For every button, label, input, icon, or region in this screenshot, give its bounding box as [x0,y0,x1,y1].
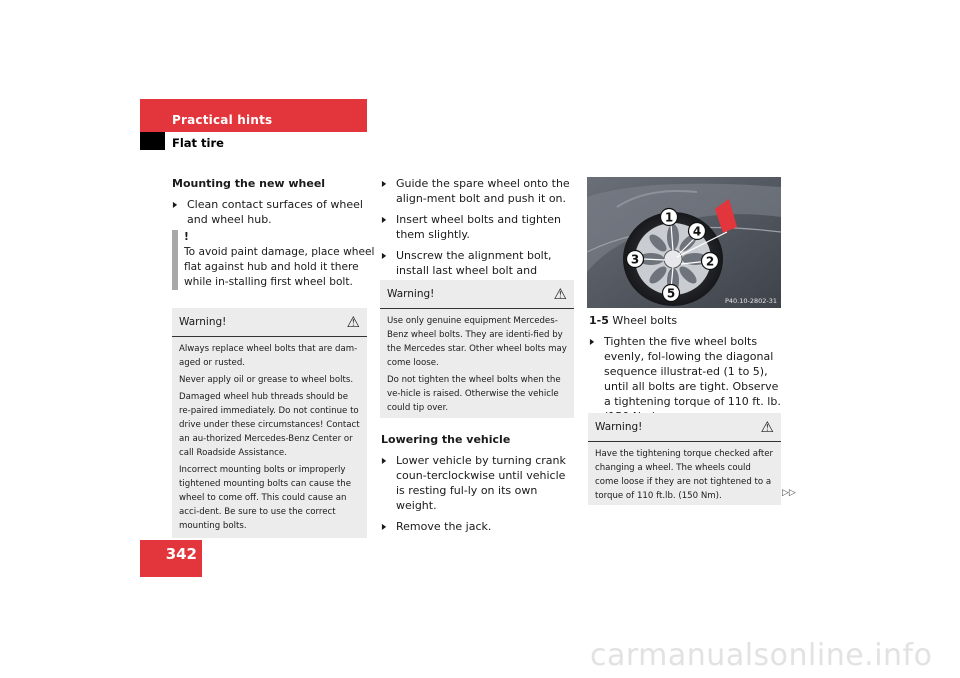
warning-box-3 [588,413,781,505]
image-code: P40.10-2802-31 [724,297,777,305]
svg-text:4: 4 [692,224,702,239]
bolt-label-2 [702,253,719,270]
warning-paragraph: Have the tightening torque checked after changing a wheel. The wheels could come loose if they are not tightened to a torque of 110 ft.lb. (150 Nm). [595,449,774,501]
svg-text:2: 2 [705,254,715,269]
list-item: ▶ Insert wheel bolts and tighten them slightly. [381,212,576,242]
bolt-label-4 [689,223,706,240]
column-2-lower [381,432,576,534]
svg-text:3: 3 [630,252,640,267]
warning-paragraph: Do not tighten the wheel bolts when the ve-hicle is raised. Otherwise the vehicle could tip over. [387,375,561,413]
header-marker [140,132,165,150]
bolt-label-5 [663,285,680,302]
warning-triangle-icon: ⚠ [553,285,567,303]
heading-lowering: Lowering the vehicle [381,433,511,446]
warning-triangle-icon: ⚠ [760,418,774,436]
list-item: ▶ Unscrew the alignment bolt, install last wheel bolt and [381,248,576,293]
warning-title: Warning! [387,288,435,300]
list-item: ▶ Remove the jack. [381,519,576,534]
warning-title: Warning! [179,316,227,328]
warning-box-1 [172,308,367,538]
heading-mounting: Mounting the new wheel [172,177,326,190]
warning-paragraph: Always replace wheel bolts that are dam-aged or rusted. [179,344,358,368]
list-item: ▶ Guide the spare wheel onto the align-ment bolt and push it on. [381,176,576,206]
watermark: carmanualsonline.info [590,638,933,673]
list-item: ▶ Tighten the five wheel bolts evenly, fol-lowing the diagonal sequence illustrat-ed (1 to 5), until all bolts are tight. Observe a tightening torque of 110 ft. lb. [589,334,784,424]
bolt-label-1 [661,209,678,226]
warning-title: Warning! [595,421,643,433]
continue-arrow-icon: ▷▷ [782,488,796,498]
column-2 [381,176,576,293]
section-title: Practical hints [172,113,273,127]
wheel-illustration [587,177,781,308]
warning-triangle-icon: ⚠ [346,313,360,331]
column-1 [172,176,368,227]
list-item: ▶ Clean contact surfaces of wheel and wheel hub. [172,197,368,227]
note-box [172,230,380,290]
note-text: To avoid paint damage, place wheel flat against hub and hold it there while in-stalling first wheel bolt. [184,246,375,288]
svg-text:5: 5 [666,286,676,301]
warning-paragraph: Damaged wheel hub threads should be re-paired immediately. Do not continue to drive under these circumstances! Contact an au-thorized Mercedes-Benz Center or call Roadside Assistance. [179,392,360,458]
warning-paragraph: Use only genuine equipment Mercedes-Benz wheel bolts. They are identi-fied by the Mercedes star. Other wheel bolts may come loose. [387,316,567,368]
svg-text:1: 1 [664,210,674,225]
note-symbol: ! [184,231,189,243]
page-number: 342 [165,545,197,563]
column-3 [589,313,784,424]
bolt-label-3 [627,251,644,268]
warning-box-2 [380,280,574,418]
subsection-title: Flat tire [172,136,224,150]
warning-paragraph: Incorrect mounting bolts or improperly tightened mounting bolts can cause the wheel to come off. This could cause an acci-dent. Be sure to use the correct mounting bolts. [179,465,352,531]
wheel-illustration-svg [587,177,781,308]
list-item: ▶ Lower vehicle by turning crank coun-terclockwise until vehicle is resting ful-ly on its own weight. [381,453,576,513]
caption: 1-5 Wheel bolts [589,314,678,327]
hub [664,250,682,268]
warning-paragraph: Never apply oil or grease to wheel bolts. [179,375,354,385]
